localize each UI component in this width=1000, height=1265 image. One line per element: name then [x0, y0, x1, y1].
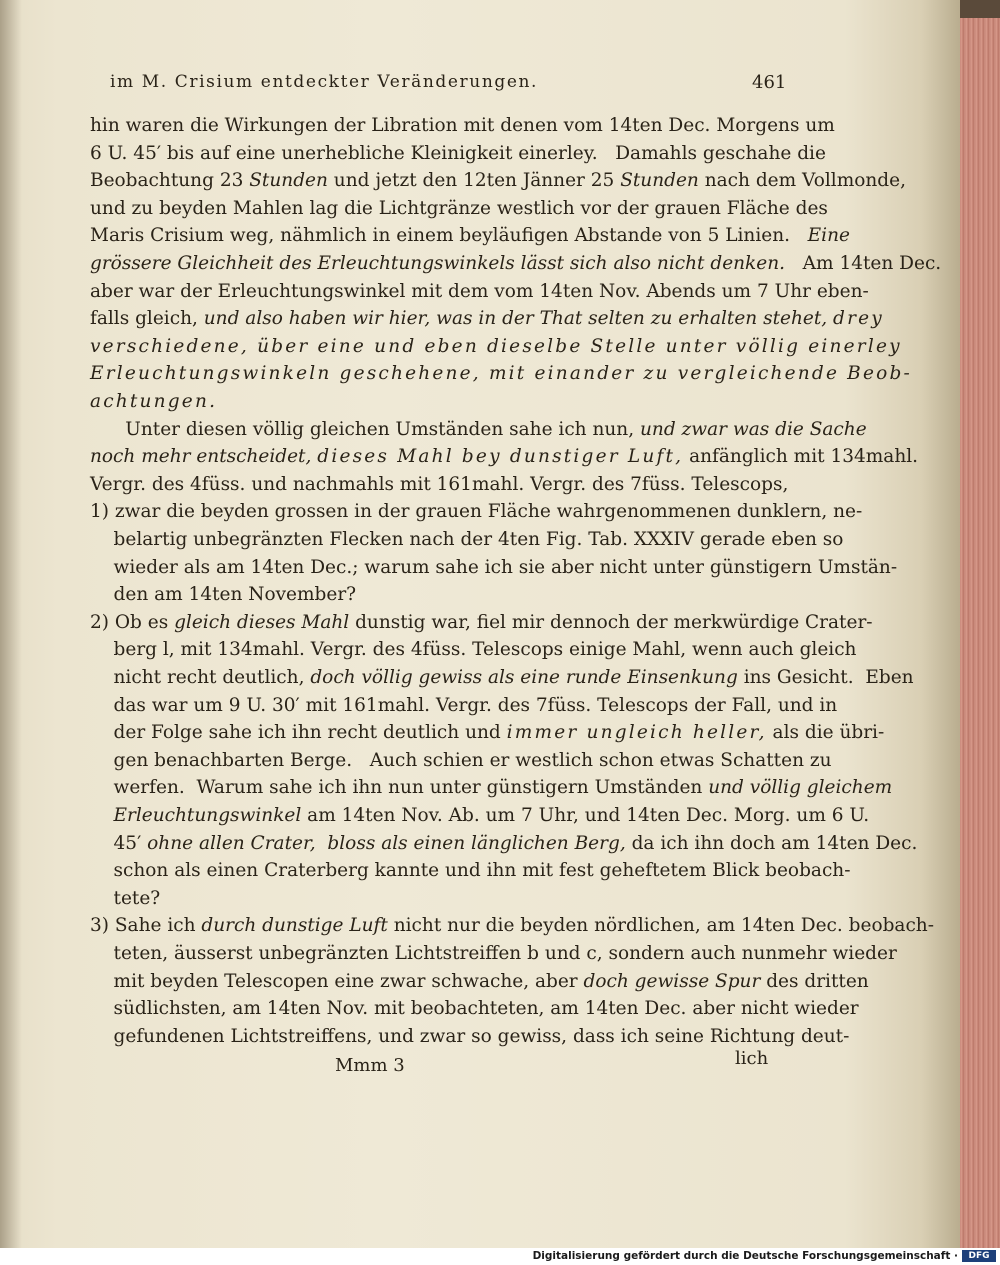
funding-credit: Digitalisierung gefördert durch die Deutsche Forschungsgemeinschaft · [532, 1250, 958, 1262]
text-run: tete? [90, 887, 161, 909]
text-line [90, 694, 837, 718]
text-run: nicht recht deutlich, [90, 667, 311, 688]
text-line [90, 1025, 849, 1049]
text-run: südlichsten, am 14ten Nov. mit beobachteten, am 14ten Dec. aber nicht wieder [90, 998, 859, 1020]
text-run: ohne allen Crater, bloss als einen länglichen Berg, [147, 832, 626, 854]
dfg-logo: DFG [962, 1250, 996, 1262]
text-line [90, 169, 906, 193]
text-run: noch mehr entscheidet, [90, 446, 312, 468]
text-line [90, 224, 850, 248]
text-run: nach dem Vollmonde, [698, 170, 906, 192]
text-run: dieses Mahl bey dunstiger Luft, [317, 446, 684, 468]
text-run: werfen. Warum sahe ich ihn nun unter günstigern Umständen [90, 777, 709, 799]
text-run: dunstig war, fiel mir dennoch der merkwürdige Crater- [349, 611, 873, 633]
text-line [90, 583, 356, 607]
signature-mark: Mmm 3 [335, 1055, 405, 1076]
text-run: Eine [807, 225, 850, 247]
text-line [90, 307, 884, 331]
text-run: als die übri- [766, 722, 885, 744]
page-number: 461 [752, 72, 787, 93]
text-run: gleich dieses Mahl [174, 611, 350, 633]
page-block-edges [960, 0, 1000, 1248]
text-run: Beobachtung 23 [90, 170, 250, 192]
text-run: am 14ten Nov. Ab. um 7 Uhr, und 14ten Dec. Morg. um 6 U. [301, 805, 870, 826]
text-run: durch dunstige Luft [201, 915, 388, 937]
text-run: Maris Crisium weg, nähmlich in einem beyläufigen Abstande von 5 Linien. [90, 225, 808, 247]
text-run: gen benachbarten Berge. Auch schien er westlich schon etwas Schatten zu [90, 749, 832, 771]
text-run: schon als einen Craterberg kannte und ihn mit fest geheftetem Blick beobach- [90, 860, 851, 882]
text-run: und jetzt den 12ten Jänner 25 [327, 170, 621, 192]
text-run: des dritten [760, 970, 869, 992]
text-line [90, 914, 934, 938]
text-run: 45′ [90, 832, 148, 854]
text-run: gefundenen Lichtstreiffens, und zwar so gewiss, dass ich seine Richtung deut- [90, 1025, 850, 1047]
text-run: belartig unbegränzten Flecken nach der 4ten Fig. Tab. XXXIV gerade eben so [90, 529, 844, 550]
text-run: falls gleich, [90, 308, 204, 330]
text-line [90, 362, 912, 386]
text-run: mit beyden Telescopen eine zwar schwache, aber [90, 970, 584, 992]
body-text [90, 0, 942, 1248]
text-run: anfänglich mit 134mahl. [683, 446, 919, 468]
text-run: und also haben wir hier, was in der That selten zu erhalten stehet, [203, 308, 828, 330]
gutter-shadow [0, 0, 22, 1248]
text-line [90, 804, 869, 828]
text-run: ins Gesicht. Eben [737, 667, 914, 688]
text-line [90, 500, 862, 524]
text-line [90, 638, 856, 662]
footer-bar [0, 1248, 1000, 1265]
text-line [90, 776, 892, 800]
text-run: Vergr. des 4füss. und nachmahls mit 161mahl. Vergr. des 7füss. Telescops, [90, 473, 789, 495]
text-line [90, 611, 873, 635]
text-run: doch völlig gewiss als eine runde Einsenkung [310, 667, 738, 688]
text-line [90, 887, 160, 911]
text-run: teten, äusserst unbegränzten Lichtstreiffen b und c, sondern auch nunmehr wieder [90, 943, 897, 964]
text-run: den am 14ten November? [90, 584, 357, 606]
text-run: das war um 9 U. 30′ mit 161mahl. Vergr. des 7füss. Telescops der Fall, und in [90, 694, 838, 716]
text-line [90, 749, 832, 773]
text-run: berg l, mit 134mahl. Vergr. des 4füss. Telescops einige Mahl, wenn auch gleich [90, 639, 857, 661]
text-line [90, 832, 917, 856]
text-line [90, 997, 859, 1021]
text-run: 3) Sahe ich [90, 915, 202, 937]
text-run [90, 805, 114, 826]
text-run: Stunden [249, 170, 328, 192]
text-line [90, 666, 914, 690]
text-run: aber war der Erleuchtungswinkel mit dem vom 14ten Nov. Abends um 7 Uhr eben- [90, 280, 869, 302]
running-title: im M. Crisium entdeckter Veränderungen. [110, 72, 539, 92]
text-run: der Folge sahe ich ihn recht deutlich und [90, 722, 507, 744]
text-line [90, 556, 897, 580]
catchword: lich [735, 1048, 769, 1069]
text-line [90, 114, 835, 138]
text-line [90, 859, 850, 883]
text-run: hin waren die Wirkungen der Libration mit denen vom 14ten Dec. Morgens um [90, 115, 835, 136]
text-run: doch gewisse Spur [583, 970, 761, 992]
text-run: verschiedene, über eine und eben dieselbe Stelle unter völlig einerley [90, 335, 902, 357]
text-line [90, 197, 828, 221]
text-run: nicht nur die beyden nördlichen, am 14ten Dec. beobach- [387, 915, 934, 937]
text-run: da ich ihn doch am 14ten Dec. [625, 832, 918, 854]
text-line [90, 942, 897, 966]
text-run: Erleuchtungswinkeln geschehene, mit einander zu vergleichende Beob- [90, 363, 912, 385]
text-line [90, 142, 826, 166]
text-run: Stunden [620, 170, 699, 192]
text-run: und völlig gleichem [708, 777, 893, 799]
text-run: Unter diesen völlig gleichen Umständen sahe ich nun, [90, 418, 640, 440]
text-run: und zwar was die Sache [640, 418, 867, 440]
text-line [90, 335, 902, 359]
text-line [90, 390, 217, 414]
text-run: immer ungleich heller, [506, 722, 767, 744]
text-run: 1) zwar die beyden grossen in der grauen Fläche wahrgenommenen dunklern, ne- [90, 501, 863, 523]
text-line [90, 280, 869, 304]
text-line [90, 528, 843, 552]
text-line [90, 445, 918, 469]
text-run: grössere Gleichheit des Erleuchtungswinkels lässt sich also nicht denken. [90, 253, 786, 274]
text-line [90, 721, 884, 745]
text-run: drey [833, 308, 884, 330]
text-run: Erleuchtungswinkel [113, 805, 302, 826]
text-run: 6 U. 45′ bis auf eine unerhebliche Kleinigkeit einerley. Damahls geschahe die [90, 142, 826, 164]
text-line [90, 473, 788, 497]
text-run: achtungen. [90, 391, 218, 412]
text-run: 2) Ob es [90, 611, 175, 633]
text-line [90, 418, 867, 442]
text-run: wieder als am 14ten Dec.; warum sahe ich sie aber nicht unter günstigern Umstän- [90, 556, 898, 578]
text-line [90, 970, 869, 994]
text-run: und zu beyden Mahlen lag die Lichtgränze westlich vor der grauen Fläche des [90, 197, 828, 219]
text-line [90, 252, 941, 276]
text-run: Am 14ten Dec. [785, 253, 942, 274]
book-cover-edge [960, 0, 1000, 18]
